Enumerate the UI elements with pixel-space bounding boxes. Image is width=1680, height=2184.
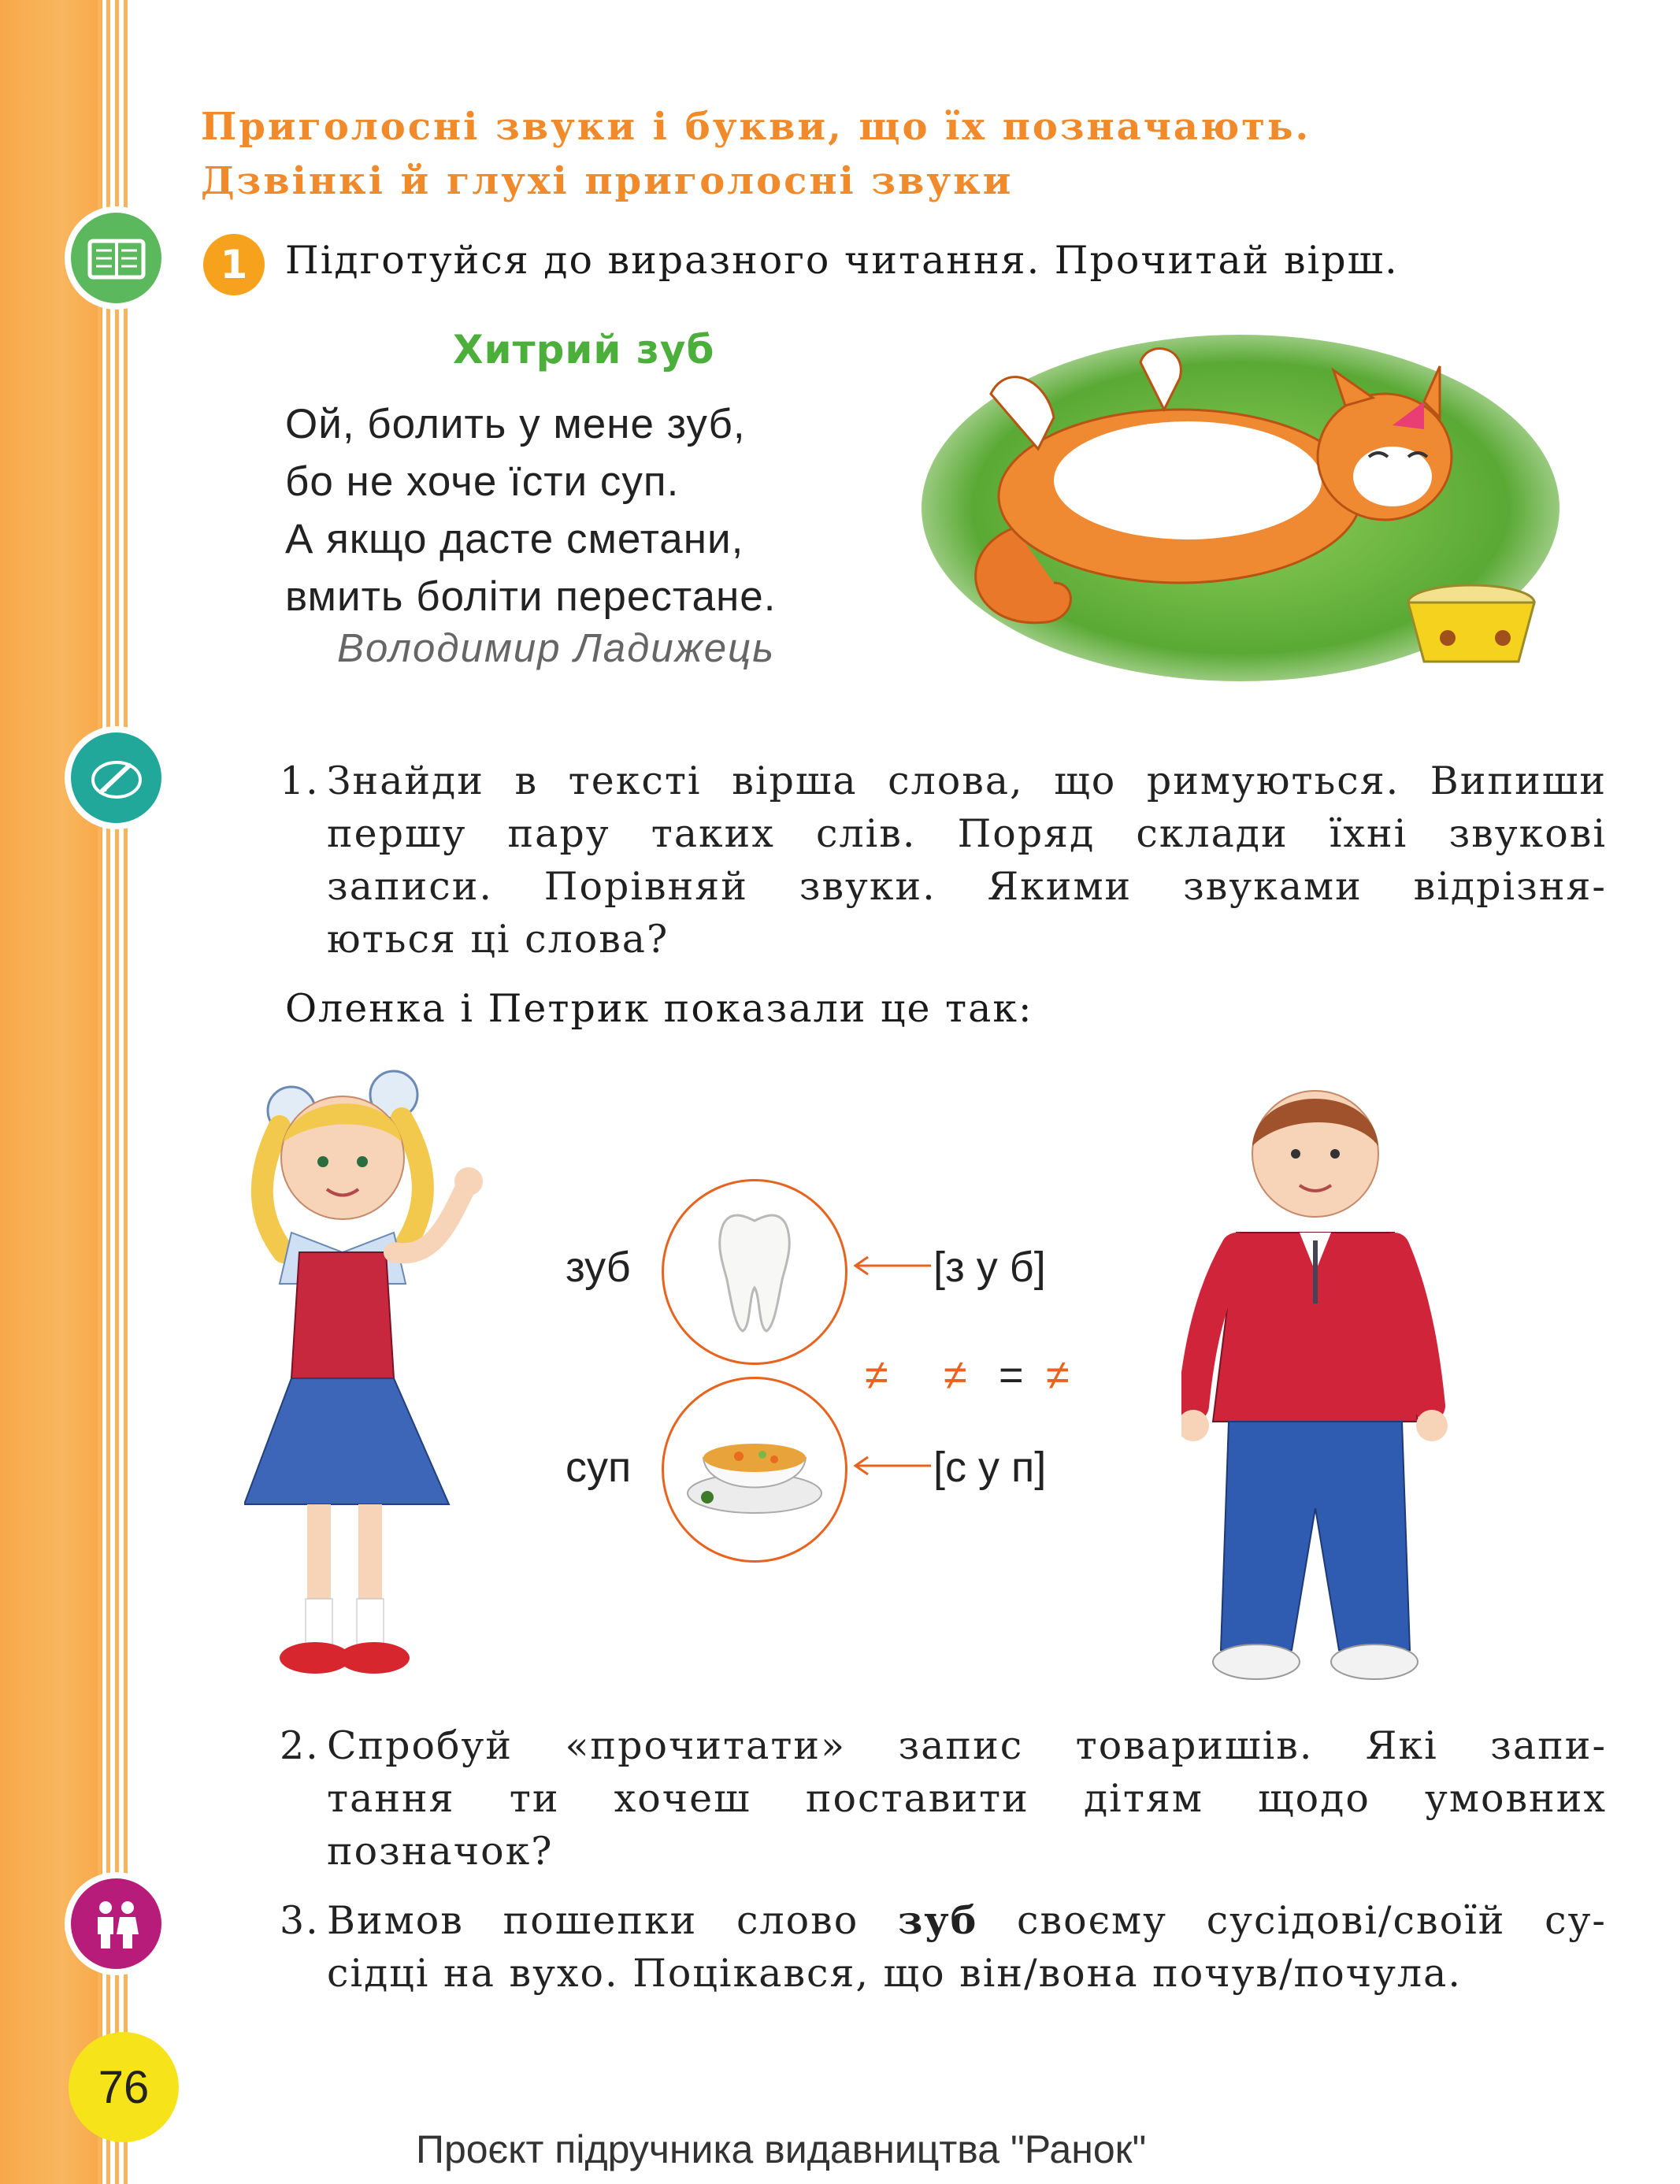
transcription-sup: [с у п] (933, 1444, 1047, 1491)
question-text: Вимов пошепки слово (327, 1898, 898, 1943)
question-number: 2. (280, 1723, 320, 1768)
question-line: тання ти хочеш поставити дітям щодо умовних (327, 1776, 1607, 1821)
book-icon (71, 213, 161, 303)
margin-rails (98, 0, 134, 2184)
question-number: 3. (280, 1898, 320, 1943)
cat-illustration (920, 331, 1562, 685)
page-margin-band (0, 0, 102, 2184)
tooth-picture-circle (662, 1179, 847, 1365)
poem-line: А якщо дасте сметани, (285, 516, 744, 562)
publisher-footer: Проєкт підручника видавництва "Ранок" (416, 2127, 1147, 2171)
question-number: 1. (280, 758, 320, 803)
compare-sign: = (999, 1352, 1024, 1399)
question-line: Спробуй «прочитати» запис товаришів. Які запи- (327, 1723, 1607, 1768)
question-line: сідці на вухо. Поцікався, що він/вона почув/почула. (327, 1951, 1462, 1996)
girl-illustration (244, 1063, 504, 1685)
page-number: 76 (69, 2032, 179, 2142)
arrow-2 (852, 1454, 931, 1478)
transcription-zub: [з у б] (933, 1244, 1046, 1291)
boy-illustration (1181, 1067, 1449, 1689)
poem-line: Ой, болить у мене зуб, (285, 401, 746, 447)
question-line: ються ці слова? (327, 917, 669, 962)
question-line: позначок? (327, 1829, 554, 1874)
task-number-badge: 1 (203, 234, 265, 295)
poem-line: бо не хоче їсти суп. (285, 458, 680, 505)
question-line (327, 1894, 1607, 1947)
task1-instruction: Підготуйся до виразного читання. Прочитай вірш. (285, 238, 1399, 283)
highlighted-word: зуб (897, 1897, 978, 1943)
soup-bowl-icon (684, 1418, 825, 1521)
lesson-title-line2: Дзвінкі й глухі приголосні звуки (201, 159, 1014, 203)
soup-picture-circle (662, 1377, 847, 1563)
question-text: своєму сусідові/своїй су- (977, 1898, 1607, 1943)
scheme-word-2: суп (566, 1444, 632, 1491)
arrow-1 (852, 1254, 931, 1277)
tooth-icon (711, 1209, 798, 1335)
question-line: записи. Порівняй звуки. Якими звуками відрізня- (327, 864, 1607, 909)
poem-line: вмить боліти перестане. (285, 573, 777, 620)
compare-sign: ≠ (865, 1352, 888, 1399)
question-line: Знайди в тексті вірша слова, що римуються. Випиши (327, 758, 1607, 803)
pair-work-icon (71, 1878, 161, 1969)
compare-sign: ≠ (944, 1352, 967, 1399)
poem-title: Хитрий зуб (453, 327, 715, 373)
question-line: першу пару таких слів. Поряд склади їхні звукові (327, 811, 1607, 856)
scheme-word-1: зуб (566, 1244, 631, 1291)
poem-author: Володимир Ладижець (337, 625, 776, 670)
lesson-title-line1: Приголосні звуки і букви, що їх позначають. (201, 105, 1311, 149)
scheme-intro: Оленка і Петрик показали це так: (285, 986, 1033, 1031)
pen-write-icon (71, 732, 161, 823)
compare-sign: ≠ (1046, 1352, 1070, 1399)
